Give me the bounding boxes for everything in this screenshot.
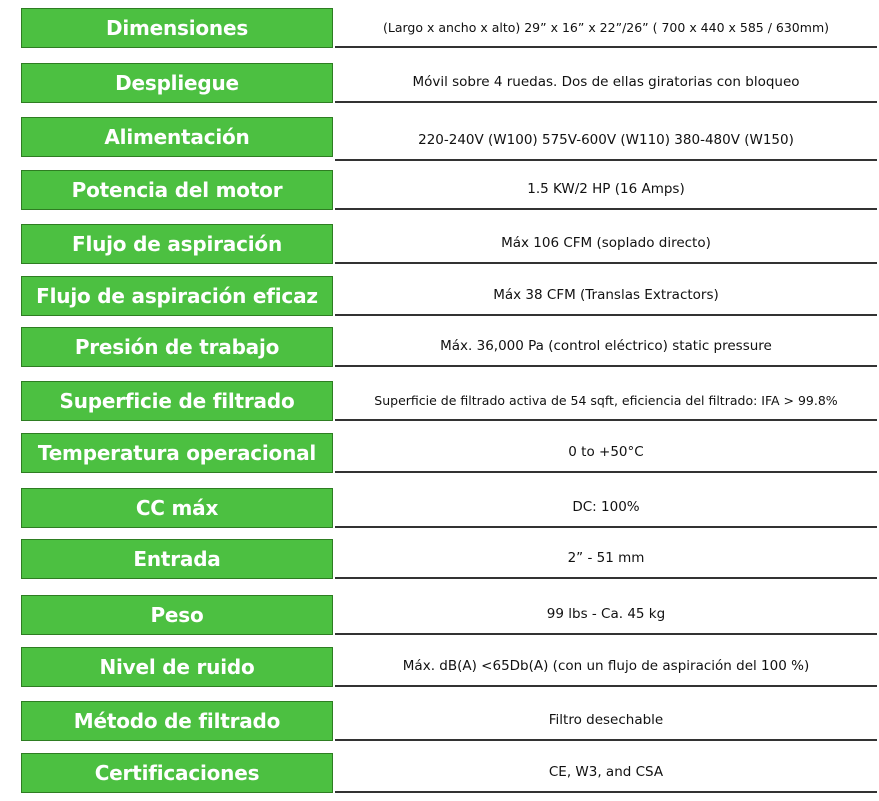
spec-label: Flujo de aspiración xyxy=(21,224,333,264)
spec-row-alimentacion xyxy=(21,117,879,157)
spec-label: Temperatura operacional xyxy=(21,433,333,473)
spec-value: Máx 106 CFM (soplado directo) xyxy=(335,224,877,264)
spec-row-nivel-ruido xyxy=(21,647,879,687)
spec-label: Nivel de ruido xyxy=(21,647,333,687)
spec-value: 1.5 KW/2 HP (16 Amps) xyxy=(335,170,877,210)
spec-value: Máx 38 CFM (Translas Extractors) xyxy=(335,276,877,316)
spec-row-metodo-filtrado xyxy=(21,701,879,741)
spec-label: Despliegue xyxy=(21,63,333,103)
spec-row-peso xyxy=(21,595,879,635)
spec-label: Superficie de filtrado xyxy=(21,381,333,421)
spec-row-superficie-filtrado xyxy=(21,381,879,421)
spec-label: Certificaciones xyxy=(21,753,333,793)
spec-label: CC máx xyxy=(21,488,333,528)
spec-value: Superficie de filtrado activa de 54 sqft, eficiencia del filtrado: IFA > 99.8% xyxy=(335,381,877,421)
spec-row-dimensiones xyxy=(21,8,879,48)
spec-value: DC: 100% xyxy=(335,488,877,528)
spec-label: Flujo de aspiración eficaz xyxy=(21,276,333,316)
spec-value: (Largo x ancho x alto) 29” x 16” x 22”/26” ( 700 x 440 x 585 / 630mm) xyxy=(335,8,877,48)
spec-label: Potencia del motor xyxy=(21,170,333,210)
spec-value: Máx. dB(A) <65Db(A) (con un flujo de aspiración del 100 %) xyxy=(335,647,877,687)
spec-row-certificaciones xyxy=(21,753,879,793)
spec-value: 2” - 51 mm xyxy=(335,539,877,579)
spec-row-entrada xyxy=(21,539,879,579)
spec-value: 220-240V (W100) 575V-600V (W110) 380-480V (W150) xyxy=(335,121,877,161)
spec-label: Alimentación xyxy=(21,117,333,157)
spec-row-despliegue xyxy=(21,63,879,103)
spec-label: Entrada xyxy=(21,539,333,579)
spec-label: Dimensiones xyxy=(21,8,333,48)
spec-row-flujo-eficaz xyxy=(21,276,879,316)
spec-row-flujo-aspiracion xyxy=(21,224,879,264)
spec-value: Filtro desechable xyxy=(335,701,877,741)
spec-label: Presión de trabajo xyxy=(21,327,333,367)
spec-value: 0 to +50°C xyxy=(335,433,877,473)
spec-row-temperatura-operacional xyxy=(21,433,879,473)
spec-value: Móvil sobre 4 ruedas. Dos de ellas giratorias con bloqueo xyxy=(335,63,877,103)
spec-row-potencia-motor xyxy=(21,170,879,210)
spec-label: Método de filtrado xyxy=(21,701,333,741)
spec-row-cc-max xyxy=(21,488,879,528)
spec-value: CE, W3, and CSA xyxy=(335,753,877,793)
spec-value: 99 lbs - Ca. 45 kg xyxy=(335,595,877,635)
spec-value: Máx. 36,000 Pa (control eléctrico) static pressure xyxy=(335,327,877,367)
spec-row-presion-trabajo xyxy=(21,327,879,367)
spec-label: Peso xyxy=(21,595,333,635)
